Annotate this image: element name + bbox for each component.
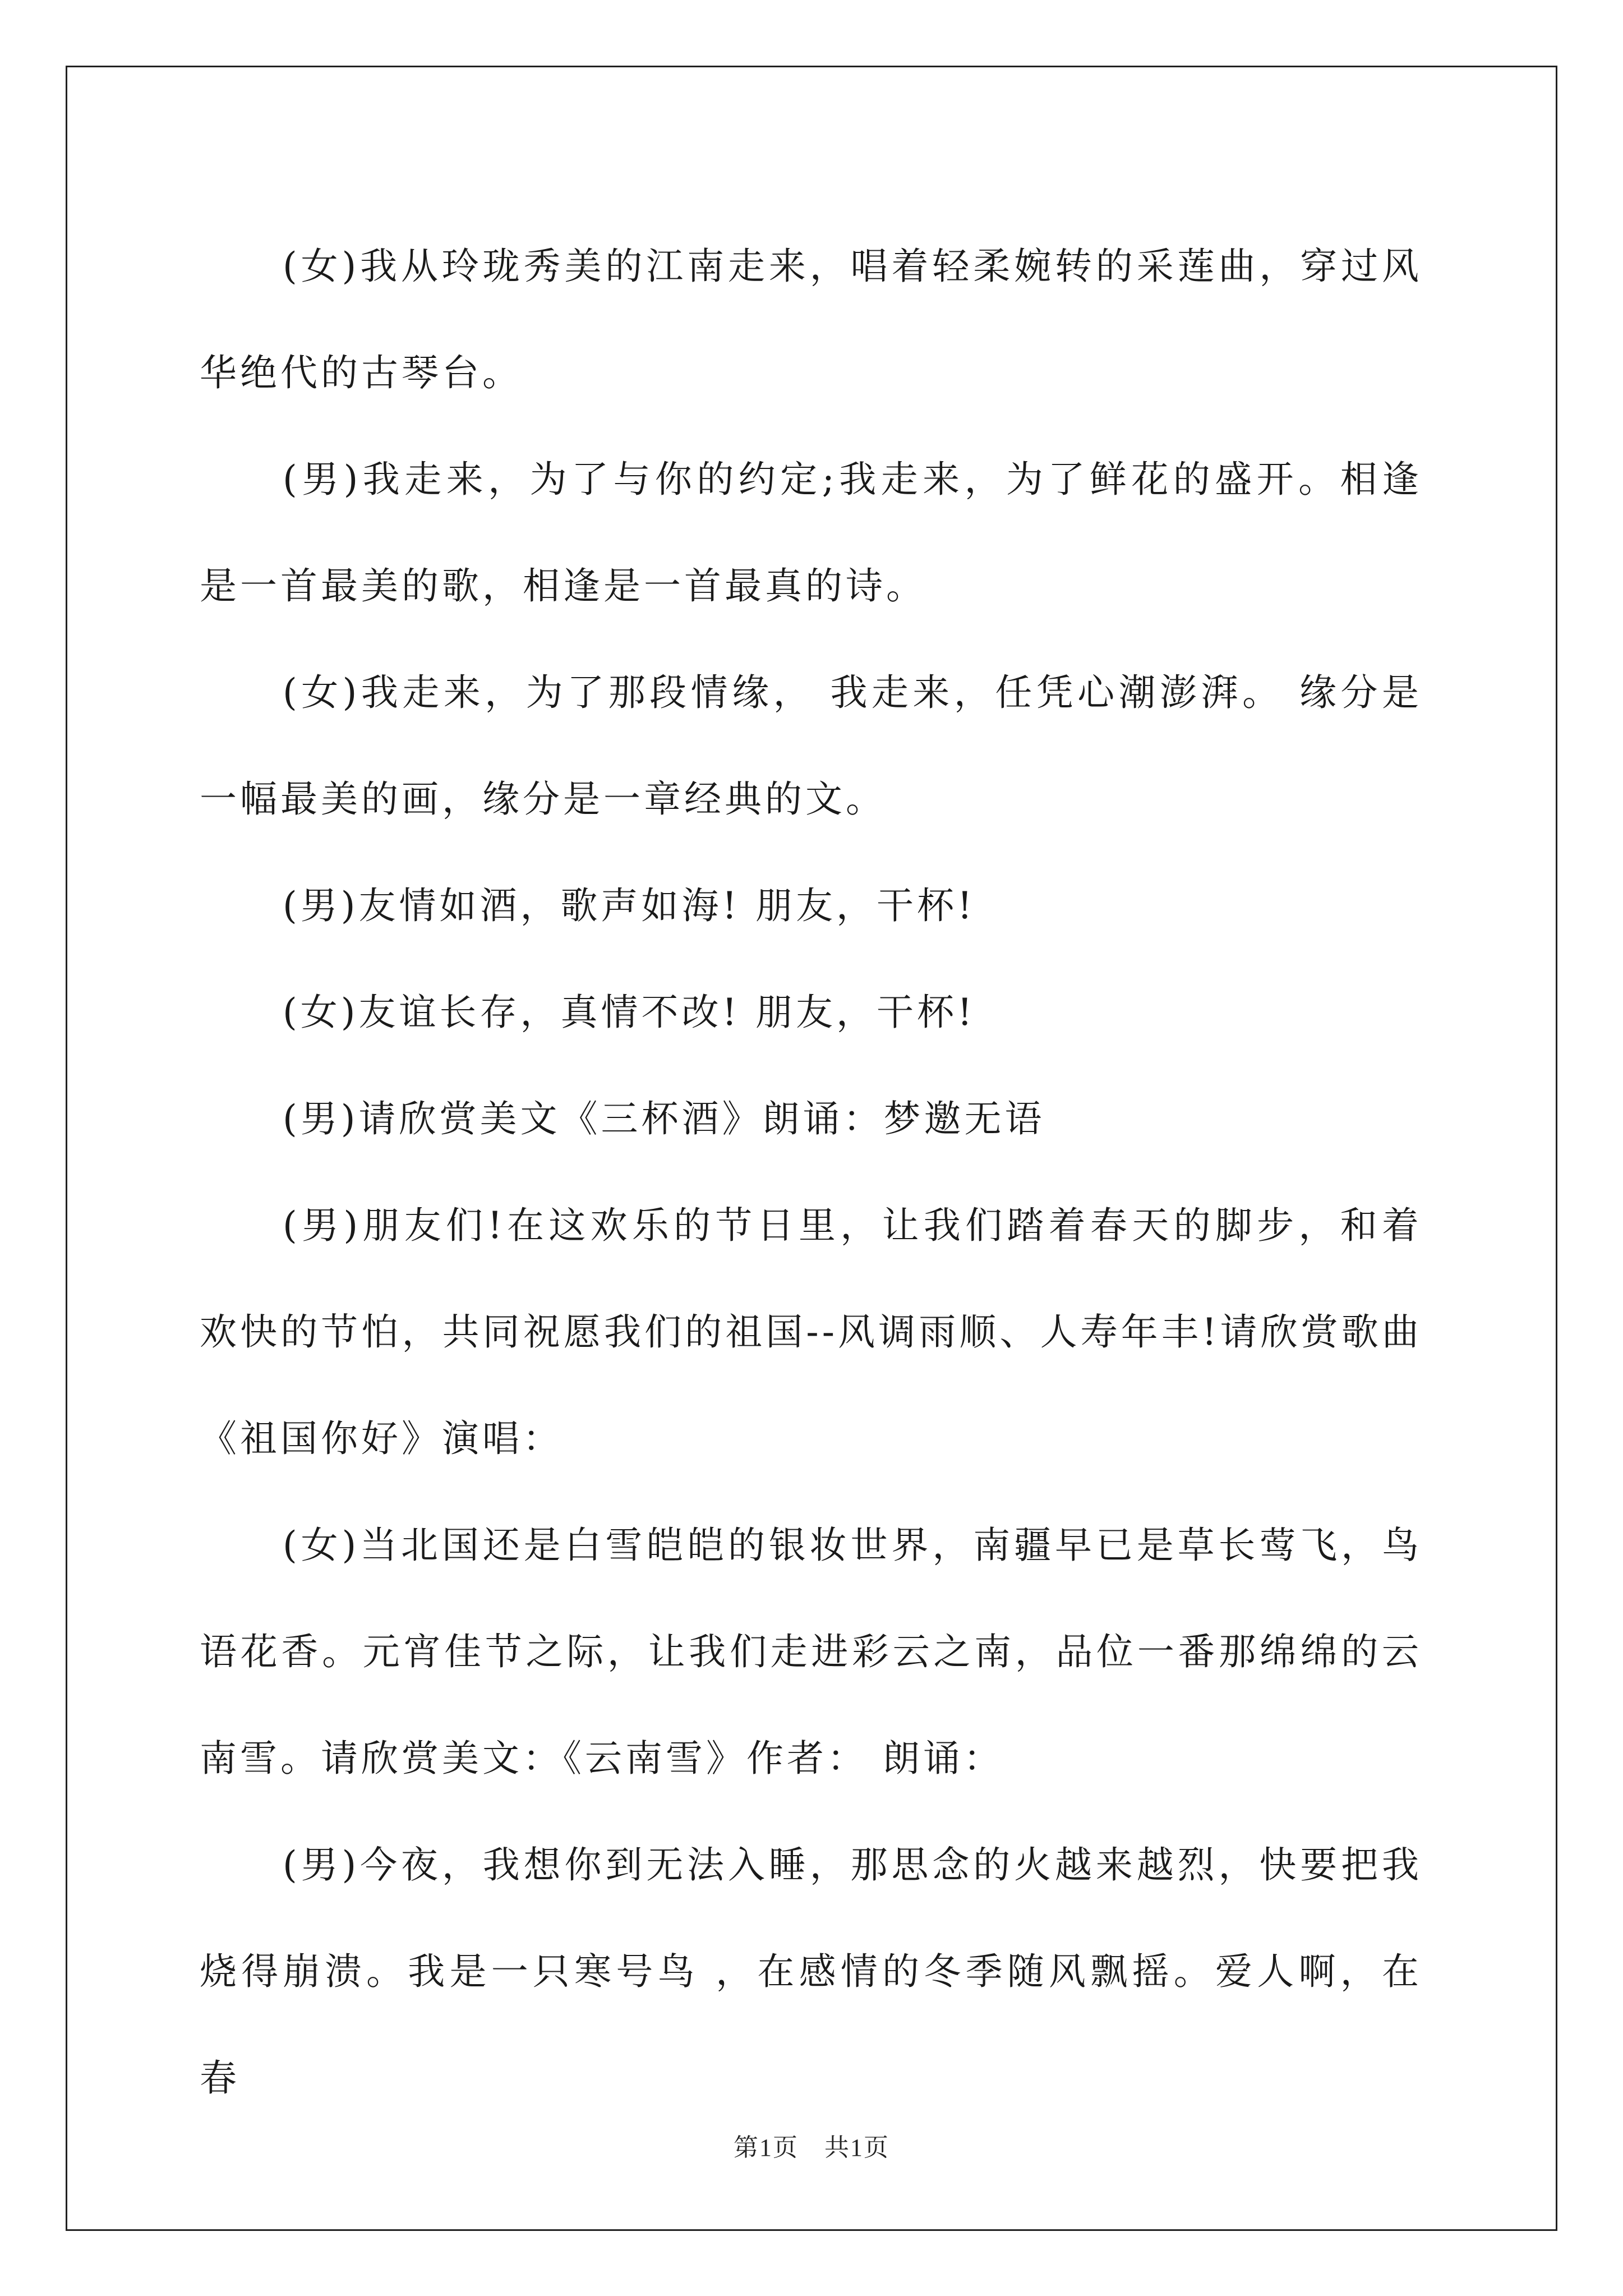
- paragraph: (男)请欣赏美文《三杯酒》朗诵：梦邀无语: [283, 1097, 1045, 1140]
- paragraph: (女)我走来，为了那段情缘， 我走来，任凭心潮澎湃。 缘分是一幅最美的画，缘分是一章经典的文。: [200, 671, 1422, 821]
- paragraph: (男)我走来，为了与你的约定;我走来，为了鲜花的盛开。相逢是一首最美的歌，相逢是一首最真的诗。: [200, 458, 1422, 608]
- page-number-footer: 第1页 共1页: [734, 2134, 889, 2161]
- paragraph: (女)我从玲珑秀美的江南走来，唱着轻柔婉转的采莲曲，穿过风华绝代的古琴台。: [200, 245, 1422, 394]
- paragraph: (男)朋友们!在这欢乐的节日里，让我们踏着春天的脚步，和着欢快的节怕，共同祝愿我们的祖国--风调雨顺、人寿年丰!请欣赏歌曲《祖国你好》演唱：: [200, 1204, 1422, 1460]
- paragraph: (女)当北国还是白雪皑皑的银妆世界，南疆早已是草长莺飞，鸟语花香。元宵佳节之际，让我们走进彩云之南，品位一番那绵绵的云南雪。请欣赏美文：《云南雪》作者： 朗诵：: [200, 1524, 1422, 1780]
- paragraph: (男)今夜，我想你到无法入睡，那思念的火越来越烈，快要把我烧得崩溃。我是一只寒号鸟 ，在感情的冬季随风飘摇。爱人啊，在春: [200, 1843, 1422, 2100]
- paragraph: (女)友谊长存，真情不改! 朋友，干杯!: [283, 991, 976, 1034]
- document-body: [200, 213, 1422, 2132]
- paragraph: (男)友情如酒，歌声如海! 朋友，干杯!: [283, 884, 976, 927]
